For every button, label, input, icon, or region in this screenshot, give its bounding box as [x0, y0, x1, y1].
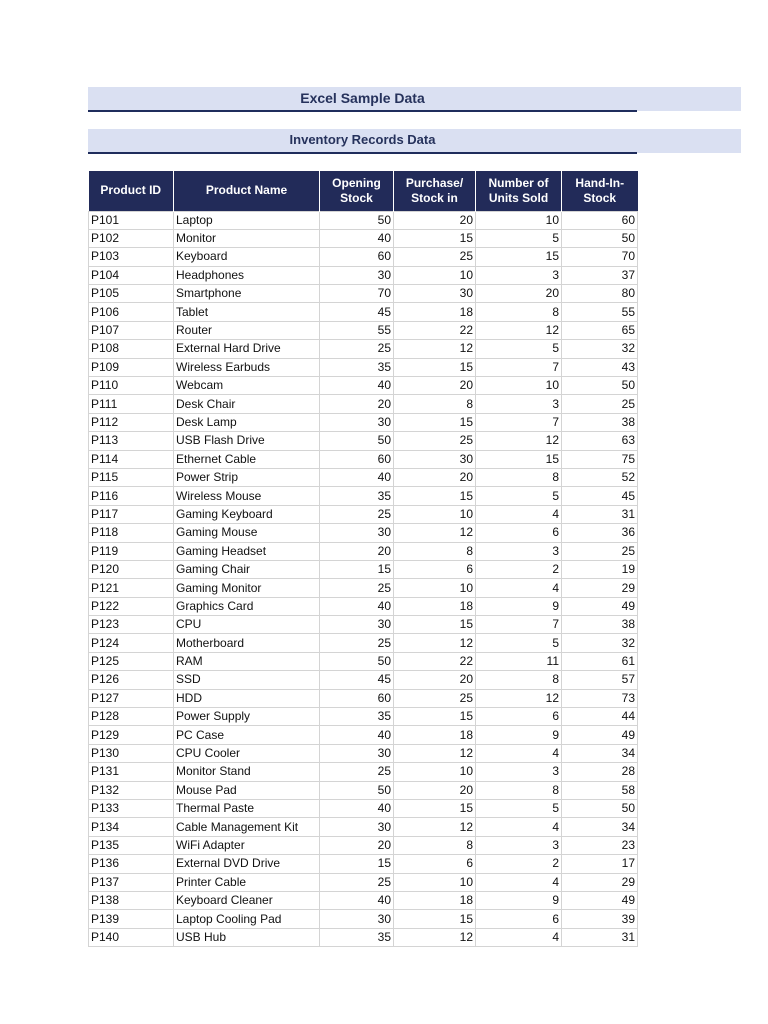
cell-hand-in-stock[interactable]: 43	[562, 358, 638, 376]
cell-units-sold[interactable]: 8	[476, 781, 562, 799]
table-row	[89, 450, 638, 468]
cell-units-sold[interactable]: 20	[476, 285, 562, 303]
cell-product-id[interactable]: P114	[89, 450, 174, 468]
cell-product-name[interactable]: Laptop	[174, 211, 320, 229]
cell-purchase-stock-in[interactable]: 22	[394, 321, 476, 339]
cell-opening-stock[interactable]: 40	[320, 800, 394, 818]
cell-purchase-stock-in[interactable]: 25	[394, 689, 476, 707]
cell-hand-in-stock[interactable]: 29	[562, 873, 638, 891]
cell-units-sold[interactable]: 4	[476, 873, 562, 891]
cell-product-id[interactable]: P137	[89, 873, 174, 891]
cell-purchase-stock-in[interactable]: 10	[394, 579, 476, 597]
table-row	[89, 873, 638, 891]
cell-opening-stock[interactable]: 35	[320, 928, 394, 946]
cell-product-name[interactable]: External Hard Drive	[174, 340, 320, 358]
table-row	[89, 229, 638, 247]
cell-opening-stock[interactable]: 20	[320, 836, 394, 854]
cell-units-sold[interactable]: 3	[476, 763, 562, 781]
table-row	[89, 303, 638, 321]
cell-units-sold[interactable]: 7	[476, 358, 562, 376]
cell-product-id[interactable]: P127	[89, 689, 174, 707]
cell-purchase-stock-in[interactable]: 15	[394, 910, 476, 928]
cell-hand-in-stock[interactable]: 75	[562, 450, 638, 468]
cell-product-id[interactable]: P131	[89, 763, 174, 781]
table-row	[89, 744, 638, 762]
cell-product-name[interactable]: Wireless Earbuds	[174, 358, 320, 376]
table-row	[89, 560, 638, 578]
cell-product-id[interactable]: P119	[89, 542, 174, 560]
cell-opening-stock[interactable]: 60	[320, 450, 394, 468]
cell-units-sold[interactable]: 11	[476, 652, 562, 670]
cell-purchase-stock-in[interactable]: 10	[394, 873, 476, 891]
cell-hand-in-stock[interactable]: 60	[562, 211, 638, 229]
cell-opening-stock[interactable]: 30	[320, 744, 394, 762]
cell-product-name[interactable]: External DVD Drive	[174, 855, 320, 873]
cell-hand-in-stock[interactable]: 52	[562, 468, 638, 486]
cell-purchase-stock-in[interactable]: 15	[394, 487, 476, 505]
cell-product-id[interactable]: P115	[89, 468, 174, 486]
cell-product-id[interactable]: P126	[89, 671, 174, 689]
cell-opening-stock[interactable]: 55	[320, 321, 394, 339]
cell-hand-in-stock[interactable]: 19	[562, 560, 638, 578]
cell-hand-in-stock[interactable]: 39	[562, 910, 638, 928]
cell-purchase-stock-in[interactable]: 18	[394, 303, 476, 321]
cell-opening-stock[interactable]: 15	[320, 560, 394, 578]
header-units-sold[interactable]: Number of Units Sold	[476, 171, 562, 211]
cell-units-sold[interactable]: 3	[476, 542, 562, 560]
cell-opening-stock[interactable]: 25	[320, 579, 394, 597]
cell-product-name[interactable]: CPU Cooler	[174, 744, 320, 762]
cell-units-sold[interactable]: 2	[476, 855, 562, 873]
cell-product-name[interactable]: Gaming Keyboard	[174, 505, 320, 523]
inventory-table	[88, 171, 638, 947]
cell-opening-stock[interactable]: 30	[320, 910, 394, 928]
cell-hand-in-stock[interactable]: 58	[562, 781, 638, 799]
cell-product-id[interactable]: P111	[89, 395, 174, 413]
cell-product-id[interactable]: P122	[89, 597, 174, 615]
cell-product-name[interactable]: Monitor	[174, 229, 320, 247]
cell-units-sold[interactable]: 12	[476, 689, 562, 707]
header-opening-stock[interactable]: Opening Stock	[320, 171, 394, 211]
cell-product-name[interactable]: Wireless Mouse	[174, 487, 320, 505]
cell-product-id[interactable]: P103	[89, 248, 174, 266]
table-row	[89, 652, 638, 670]
cell-product-name[interactable]: Power Strip	[174, 468, 320, 486]
table-row	[89, 928, 638, 946]
cell-purchase-stock-in[interactable]: 15	[394, 358, 476, 376]
cell-product-id[interactable]: P102	[89, 229, 174, 247]
cell-units-sold[interactable]: 4	[476, 505, 562, 523]
table-row	[89, 763, 638, 781]
cell-product-id[interactable]: P116	[89, 487, 174, 505]
cell-purchase-stock-in[interactable]: 25	[394, 432, 476, 450]
cell-opening-stock[interactable]: 30	[320, 616, 394, 634]
cell-product-id[interactable]: P101	[89, 211, 174, 229]
cell-opening-stock[interactable]: 25	[320, 763, 394, 781]
cell-product-id[interactable]: P129	[89, 726, 174, 744]
cell-units-sold[interactable]: 5	[476, 634, 562, 652]
cell-units-sold[interactable]: 15	[476, 450, 562, 468]
cell-hand-in-stock[interactable]: 50	[562, 229, 638, 247]
cell-product-id[interactable]: P112	[89, 413, 174, 431]
header-hand-in-stock[interactable]: Hand-In-Stock	[562, 171, 638, 211]
cell-product-id[interactable]: P107	[89, 321, 174, 339]
cell-opening-stock[interactable]: 40	[320, 891, 394, 909]
cell-product-name[interactable]: Mouse Pad	[174, 781, 320, 799]
cell-hand-in-stock[interactable]: 63	[562, 432, 638, 450]
table-row	[89, 285, 638, 303]
cell-product-id[interactable]: P104	[89, 266, 174, 284]
table-row	[89, 671, 638, 689]
cell-units-sold[interactable]: 6	[476, 708, 562, 726]
cell-units-sold[interactable]: 4	[476, 818, 562, 836]
cell-units-sold[interactable]: 5	[476, 229, 562, 247]
cell-product-id[interactable]: P132	[89, 781, 174, 799]
cell-purchase-stock-in[interactable]: 8	[394, 542, 476, 560]
cell-opening-stock[interactable]: 40	[320, 229, 394, 247]
cell-purchase-stock-in[interactable]: 12	[394, 818, 476, 836]
cell-product-name[interactable]: CPU	[174, 616, 320, 634]
cell-units-sold[interactable]: 8	[476, 303, 562, 321]
cell-units-sold[interactable]: 12	[476, 432, 562, 450]
cell-hand-in-stock[interactable]: 25	[562, 395, 638, 413]
page-title[interactable]: Excel Sample Data	[300, 90, 425, 106]
cell-opening-stock[interactable]: 25	[320, 340, 394, 358]
cell-product-name[interactable]: Smartphone	[174, 285, 320, 303]
cell-purchase-stock-in[interactable]: 10	[394, 266, 476, 284]
cell-opening-stock[interactable]: 30	[320, 266, 394, 284]
cell-hand-in-stock[interactable]: 55	[562, 303, 638, 321]
table-row	[89, 800, 638, 818]
cell-units-sold[interactable]: 10	[476, 211, 562, 229]
table-row	[89, 542, 638, 560]
cell-purchase-stock-in[interactable]: 12	[394, 928, 476, 946]
cell-product-id[interactable]: P120	[89, 560, 174, 578]
cell-opening-stock[interactable]: 35	[320, 708, 394, 726]
cell-hand-in-stock[interactable]: 50	[562, 377, 638, 395]
table-row	[89, 579, 638, 597]
cell-product-name[interactable]: USB Hub	[174, 928, 320, 946]
cell-opening-stock[interactable]: 40	[320, 468, 394, 486]
cell-hand-in-stock[interactable]: 49	[562, 726, 638, 744]
cell-product-name[interactable]: Tablet	[174, 303, 320, 321]
table-row	[89, 358, 638, 376]
cell-hand-in-stock[interactable]: 57	[562, 671, 638, 689]
cell-product-name[interactable]: USB Flash Drive	[174, 432, 320, 450]
cell-opening-stock[interactable]: 50	[320, 652, 394, 670]
cell-units-sold[interactable]: 6	[476, 910, 562, 928]
title-underline	[88, 110, 637, 112]
header-row	[89, 171, 638, 211]
cell-product-id[interactable]: P117	[89, 505, 174, 523]
cell-hand-in-stock[interactable]: 44	[562, 708, 638, 726]
cell-purchase-stock-in[interactable]: 12	[394, 744, 476, 762]
cell-product-id[interactable]: P109	[89, 358, 174, 376]
table-row	[89, 891, 638, 909]
cell-opening-stock[interactable]: 50	[320, 211, 394, 229]
cell-hand-in-stock[interactable]: 73	[562, 689, 638, 707]
cell-product-name[interactable]: Power Supply	[174, 708, 320, 726]
cell-product-name[interactable]: Gaming Monitor	[174, 579, 320, 597]
cell-hand-in-stock[interactable]: 17	[562, 855, 638, 873]
table-row	[89, 910, 638, 928]
cell-product-id[interactable]: P113	[89, 432, 174, 450]
cell-product-name[interactable]: Webcam	[174, 377, 320, 395]
cell-opening-stock[interactable]: 35	[320, 358, 394, 376]
table-row	[89, 505, 638, 523]
cell-hand-in-stock[interactable]: 36	[562, 524, 638, 542]
cell-units-sold[interactable]: 12	[476, 321, 562, 339]
cell-purchase-stock-in[interactable]: 18	[394, 891, 476, 909]
cell-purchase-stock-in[interactable]: 12	[394, 634, 476, 652]
cell-product-name[interactable]: Keyboard Cleaner	[174, 891, 320, 909]
cell-product-id[interactable]: P110	[89, 377, 174, 395]
cell-purchase-stock-in[interactable]: 6	[394, 560, 476, 578]
subtitle-underline	[88, 152, 637, 154]
cell-hand-in-stock[interactable]: 23	[562, 836, 638, 854]
cell-opening-stock[interactable]: 35	[320, 487, 394, 505]
cell-product-id[interactable]: P106	[89, 303, 174, 321]
cell-purchase-stock-in[interactable]: 15	[394, 229, 476, 247]
cell-product-name[interactable]: Desk Chair	[174, 395, 320, 413]
cell-units-sold[interactable]: 15	[476, 248, 562, 266]
cell-hand-in-stock[interactable]: 38	[562, 413, 638, 431]
cell-product-name[interactable]: SSD	[174, 671, 320, 689]
cell-product-id[interactable]: P139	[89, 910, 174, 928]
cell-units-sold[interactable]: 7	[476, 616, 562, 634]
cell-hand-in-stock[interactable]: 61	[562, 652, 638, 670]
cell-units-sold[interactable]: 5	[476, 800, 562, 818]
table-row	[89, 413, 638, 431]
cell-hand-in-stock[interactable]: 49	[562, 891, 638, 909]
cell-product-name[interactable]: Router	[174, 321, 320, 339]
table-row	[89, 266, 638, 284]
cell-units-sold[interactable]: 5	[476, 487, 562, 505]
cell-hand-in-stock[interactable]: 25	[562, 542, 638, 560]
cell-units-sold[interactable]: 3	[476, 266, 562, 284]
cell-purchase-stock-in[interactable]: 20	[394, 671, 476, 689]
cell-purchase-stock-in[interactable]: 12	[394, 340, 476, 358]
cell-units-sold[interactable]: 8	[476, 671, 562, 689]
table-row	[89, 818, 638, 836]
cell-product-id[interactable]: P121	[89, 579, 174, 597]
cell-units-sold[interactable]: 9	[476, 597, 562, 615]
table-row	[89, 781, 638, 799]
cell-opening-stock[interactable]: 50	[320, 781, 394, 799]
cell-opening-stock[interactable]: 25	[320, 634, 394, 652]
table-row	[89, 855, 638, 873]
cell-purchase-stock-in[interactable]: 18	[394, 726, 476, 744]
cell-product-name[interactable]: Monitor Stand	[174, 763, 320, 781]
cell-units-sold[interactable]: 8	[476, 468, 562, 486]
table-row	[89, 597, 638, 615]
cell-product-id[interactable]: P134	[89, 818, 174, 836]
cell-purchase-stock-in[interactable]: 18	[394, 597, 476, 615]
cell-opening-stock[interactable]: 25	[320, 873, 394, 891]
cell-product-name[interactable]: Laptop Cooling Pad	[174, 910, 320, 928]
cell-product-name[interactable]: Keyboard	[174, 248, 320, 266]
cell-product-name[interactable]: Gaming Chair	[174, 560, 320, 578]
header-product-name[interactable]: Product Name	[174, 171, 320, 211]
cell-units-sold[interactable]: 4	[476, 579, 562, 597]
cell-opening-stock[interactable]: 25	[320, 505, 394, 523]
cell-product-name[interactable]: WiFi Adapter	[174, 836, 320, 854]
cell-units-sold[interactable]: 3	[476, 836, 562, 854]
cell-product-name[interactable]: Motherboard	[174, 634, 320, 652]
cell-units-sold[interactable]: 9	[476, 891, 562, 909]
cell-opening-stock[interactable]: 40	[320, 377, 394, 395]
table-row	[89, 432, 638, 450]
cell-purchase-stock-in[interactable]: 20	[394, 781, 476, 799]
table-title[interactable]: Inventory Records Data	[289, 132, 436, 147]
cell-hand-in-stock[interactable]: 28	[562, 763, 638, 781]
cell-product-id[interactable]: P123	[89, 616, 174, 634]
cell-purchase-stock-in[interactable]: 6	[394, 855, 476, 873]
table-row	[89, 248, 638, 266]
table-row	[89, 340, 638, 358]
cell-opening-stock[interactable]: 20	[320, 542, 394, 560]
cell-product-id[interactable]: P135	[89, 836, 174, 854]
cell-purchase-stock-in[interactable]: 8	[394, 836, 476, 854]
table-row	[89, 487, 638, 505]
table-row	[89, 726, 638, 744]
cell-opening-stock[interactable]: 70	[320, 285, 394, 303]
cell-hand-in-stock[interactable]: 34	[562, 818, 638, 836]
cell-hand-in-stock[interactable]: 70	[562, 248, 638, 266]
cell-units-sold[interactable]: 4	[476, 744, 562, 762]
cell-hand-in-stock[interactable]: 49	[562, 597, 638, 615]
cell-units-sold[interactable]: 6	[476, 524, 562, 542]
table-row	[89, 211, 638, 229]
table-body	[89, 211, 638, 947]
cell-opening-stock[interactable]: 45	[320, 303, 394, 321]
table-row	[89, 395, 638, 413]
cell-opening-stock[interactable]: 15	[320, 855, 394, 873]
cell-purchase-stock-in[interactable]: 10	[394, 505, 476, 523]
cell-opening-stock[interactable]: 30	[320, 818, 394, 836]
table-row	[89, 836, 638, 854]
cell-product-id[interactable]: P136	[89, 855, 174, 873]
cell-product-name[interactable]: Thermal Paste	[174, 800, 320, 818]
cell-purchase-stock-in[interactable]: 30	[394, 450, 476, 468]
cell-opening-stock[interactable]: 45	[320, 671, 394, 689]
cell-purchase-stock-in[interactable]: 25	[394, 248, 476, 266]
cell-purchase-stock-in[interactable]: 15	[394, 413, 476, 431]
cell-purchase-stock-in[interactable]: 30	[394, 285, 476, 303]
cell-product-id[interactable]: P118	[89, 524, 174, 542]
header-product-id[interactable]: Product ID	[89, 171, 174, 211]
cell-product-id[interactable]: P128	[89, 708, 174, 726]
cell-product-name[interactable]: Desk Lamp	[174, 413, 320, 431]
table-row	[89, 634, 638, 652]
cell-purchase-stock-in[interactable]: 20	[394, 377, 476, 395]
cell-purchase-stock-in[interactable]: 15	[394, 708, 476, 726]
cell-purchase-stock-in[interactable]: 15	[394, 800, 476, 818]
cell-purchase-stock-in[interactable]: 22	[394, 652, 476, 670]
cell-hand-in-stock[interactable]: 50	[562, 800, 638, 818]
cell-product-name[interactable]: Printer Cable	[174, 873, 320, 891]
cell-hand-in-stock[interactable]: 34	[562, 744, 638, 762]
cell-hand-in-stock[interactable]: 31	[562, 505, 638, 523]
cell-product-id[interactable]: P138	[89, 891, 174, 909]
table-row	[89, 377, 638, 395]
table-row	[89, 524, 638, 542]
cell-product-name[interactable]: Gaming Mouse	[174, 524, 320, 542]
cell-units-sold[interactable]: 3	[476, 395, 562, 413]
cell-units-sold[interactable]: 2	[476, 560, 562, 578]
cell-units-sold[interactable]: 4	[476, 928, 562, 946]
cell-opening-stock[interactable]: 20	[320, 395, 394, 413]
cell-product-name[interactable]: HDD	[174, 689, 320, 707]
cell-hand-in-stock[interactable]: 80	[562, 285, 638, 303]
table-row	[89, 689, 638, 707]
cell-product-name[interactable]: Cable Management Kit	[174, 818, 320, 836]
cell-product-name[interactable]: RAM	[174, 652, 320, 670]
cell-product-id[interactable]: P105	[89, 285, 174, 303]
cell-product-id[interactable]: P133	[89, 800, 174, 818]
cell-product-id[interactable]: P140	[89, 928, 174, 946]
cell-units-sold[interactable]: 9	[476, 726, 562, 744]
table-row	[89, 321, 638, 339]
cell-purchase-stock-in[interactable]: 20	[394, 468, 476, 486]
cell-units-sold[interactable]: 5	[476, 340, 562, 358]
table-row	[89, 468, 638, 486]
cell-product-id[interactable]: P108	[89, 340, 174, 358]
cell-opening-stock[interactable]: 50	[320, 432, 394, 450]
cell-purchase-stock-in[interactable]: 8	[394, 395, 476, 413]
cell-opening-stock[interactable]: 60	[320, 689, 394, 707]
cell-hand-in-stock[interactable]: 38	[562, 616, 638, 634]
cell-product-id[interactable]: P125	[89, 652, 174, 670]
cell-units-sold[interactable]: 10	[476, 377, 562, 395]
cell-product-name[interactable]: Graphics Card	[174, 597, 320, 615]
cell-product-name[interactable]: Ethernet Cable	[174, 450, 320, 468]
cell-product-id[interactable]: P130	[89, 744, 174, 762]
cell-opening-stock[interactable]: 60	[320, 248, 394, 266]
cell-opening-stock[interactable]: 30	[320, 524, 394, 542]
table-row	[89, 708, 638, 726]
cell-units-sold[interactable]: 7	[476, 413, 562, 431]
cell-hand-in-stock[interactable]: 32	[562, 340, 638, 358]
cell-opening-stock[interactable]: 40	[320, 597, 394, 615]
cell-hand-in-stock[interactable]: 45	[562, 487, 638, 505]
cell-opening-stock[interactable]: 30	[320, 413, 394, 431]
cell-product-name[interactable]: Gaming Headset	[174, 542, 320, 560]
cell-product-id[interactable]: P124	[89, 634, 174, 652]
cell-hand-in-stock[interactable]: 32	[562, 634, 638, 652]
cell-product-name[interactable]: Headphones	[174, 266, 320, 284]
header-purchase-stock-in[interactable]: Purchase/ Stock in	[394, 171, 476, 211]
cell-purchase-stock-in[interactable]: 15	[394, 616, 476, 634]
cell-purchase-stock-in[interactable]: 12	[394, 524, 476, 542]
cell-opening-stock[interactable]: 40	[320, 726, 394, 744]
cell-hand-in-stock[interactable]: 65	[562, 321, 638, 339]
cell-hand-in-stock[interactable]: 37	[562, 266, 638, 284]
cell-hand-in-stock[interactable]: 31	[562, 928, 638, 946]
cell-product-name[interactable]: PC Case	[174, 726, 320, 744]
cell-hand-in-stock[interactable]: 29	[562, 579, 638, 597]
cell-purchase-stock-in[interactable]: 20	[394, 211, 476, 229]
table-row	[89, 616, 638, 634]
cell-purchase-stock-in[interactable]: 10	[394, 763, 476, 781]
